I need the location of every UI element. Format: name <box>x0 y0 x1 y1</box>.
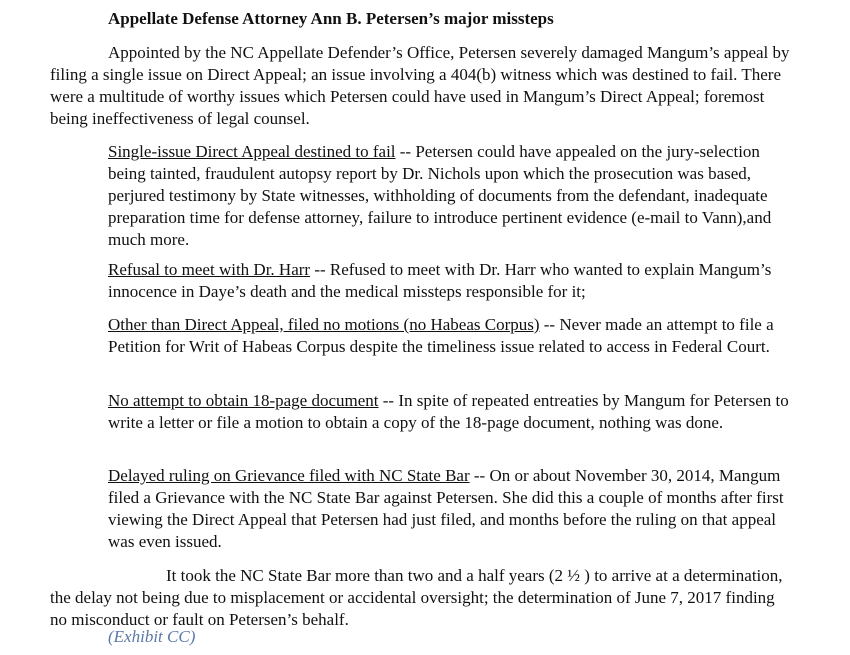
section-heading: Appellate Defense Attorney Ann B. Petersen’s major missteps <box>108 9 554 28</box>
misstep-no-motions <box>108 314 800 358</box>
misstep-title: Other than Direct Appeal, filed no motions (no Habeas Corpus) <box>108 315 540 334</box>
misstep-18-page-document <box>108 390 800 434</box>
misstep-refusal-dr-harr <box>108 259 800 303</box>
misstep-text: -- Refused to meet with Dr. Harr who wanted to explain Mangum’s innocence in Daye’s death and the medical missteps responsible for it; <box>108 260 772 301</box>
closing-paragraph: It took the NC State Bar more than two and a half years (2 ½ ) to arrive at a determination, the delay not being due to misplacement or accidental oversight; the determination of June 7, 2017 finding no misconduct or fault on Petersen’s behalf. <box>50 566 783 629</box>
misstep-title: No attempt to obtain 18-page document <box>108 391 379 410</box>
misstep-title: Refusal to meet with Dr. Harr <box>108 260 311 279</box>
misstep-single-issue-appeal <box>108 141 800 251</box>
misstep-text: -- On or about November 30, 2014, Mangum filed a Grievance with the NC State Bar against Petersen. She did this a couple of months after first viewing the Direct Appeal that Petersen had just filed, and months before the ruling on that appeal was even issued. <box>108 466 784 551</box>
misstep-title: Single-issue Direct Appeal destined to fail <box>108 142 396 161</box>
misstep-title: Delayed ruling on Grievance filed with NC State Bar <box>108 466 470 485</box>
misstep-text: -- Never made an attempt to file a Petition for Writ of Habeas Corpus despite the timeliness issue related to access in Federal Court. <box>108 315 774 356</box>
misstep-text: -- Petersen could have appealed on the jury-selection being tainted, fraudulent autopsy report by Dr. Nichols upon which the prosecution was based, perjured testimony by State witnesses, withholding of documents from the defendant, inadequate preparation time for defense attorney, failure to introduce pertinent evidence (e-mail to Vann),and much more. <box>108 142 772 249</box>
misstep-text: -- In spite of repeated entreaties by Mangum for Petersen to write a letter or file a motion to obtain a copy of the 18-page document, nothing was done. <box>108 391 789 432</box>
exhibit-reference: (Exhibit CC) <box>108 627 196 646</box>
intro-paragraph: Appointed by the NC Appellate Defender’s Office, Petersen severely damaged Mangum’s appeal by filing a single issue on Direct Appeal; an issue involving a 404(b) witness which was destined to fail. There were a multitude of worthy issues which Petersen could have used in Mangum’s Direct Appeal; foremost being ineffectiveness of legal counsel. <box>50 43 790 128</box>
misstep-delayed-grievance <box>108 465 800 553</box>
